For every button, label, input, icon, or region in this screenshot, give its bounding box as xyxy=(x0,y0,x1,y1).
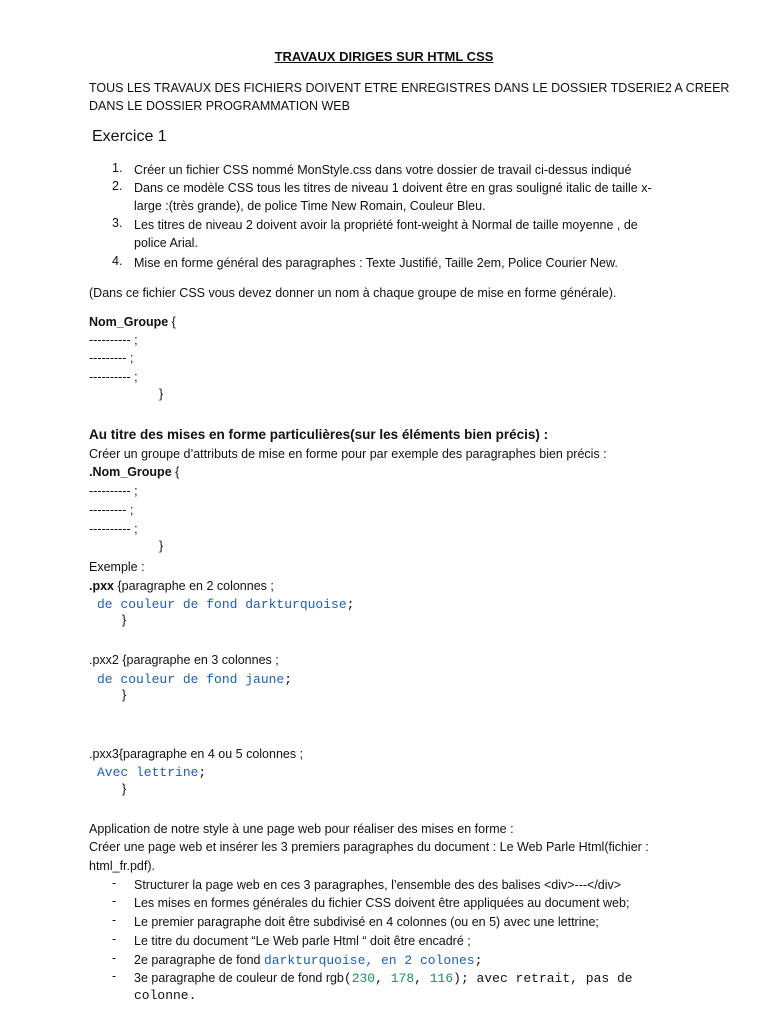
group-name: .Nom_Groupe xyxy=(89,465,172,479)
section-text: Créer un groupe d’attributs de mise en forme pour par exemple des paragraphes bien précis : xyxy=(89,447,607,461)
close-brace: } xyxy=(122,782,127,796)
close-brace: } xyxy=(159,387,164,401)
placeholder-row: --------- ; xyxy=(89,351,134,365)
placeholder-row: ---------- ; xyxy=(89,333,138,347)
pxx3-declaration: .pxx3{paragraphe en 4 ou 5 colonnes ; xyxy=(89,747,304,761)
intro-line-2: DANS LE DOSSIER PROGRAMMATION WEB xyxy=(89,99,350,113)
bullet-text xyxy=(134,969,633,988)
class-description: {paragraphe en 2 colonnes ; xyxy=(114,579,274,593)
pxx2-declaration: .pxx2 {paragraphe en 3 colonnes ; xyxy=(89,653,279,667)
bullet-text: Structurer la page web en ces 3 paragraphes, l’ensemble des des balises <div>---</div> xyxy=(134,878,622,892)
bullet-dash: - xyxy=(112,932,117,946)
group-declaration xyxy=(89,463,179,481)
bullet-dash: - xyxy=(112,969,117,983)
page-title: TRAVAUX DIRIGES SUR HTML CSS xyxy=(274,49,494,64)
group-declaration xyxy=(89,313,176,331)
exercise-heading: Exercice 1 xyxy=(92,128,167,145)
item-number: 4. xyxy=(112,254,123,268)
bullet-text-continued: colonne. xyxy=(134,988,197,1003)
semicolon: ; xyxy=(198,765,207,780)
rgb-value: 178 xyxy=(390,971,415,986)
placeholder-row: ---------- ; xyxy=(89,370,138,384)
item-number: 1. xyxy=(112,161,123,175)
pxx3-code xyxy=(97,765,206,780)
open-brace: { xyxy=(171,465,180,479)
pxx2-code xyxy=(97,672,292,687)
code-text: darkturquoise, en 2 colones xyxy=(263,953,475,968)
group-name: Nom_Groupe xyxy=(89,315,169,329)
bullet-text: Les mises en formes générales du fichier CSS doivent être appliquées au document web; xyxy=(134,896,630,910)
bullet-plain: 2e paragraphe de fond xyxy=(134,953,264,967)
code-text: de couleur de fond darkturquoise xyxy=(97,597,347,612)
placeholder-row: ---------- ; xyxy=(89,522,138,536)
application-line-3: html_fr.pdf). xyxy=(89,859,155,873)
item-text: Dans ce modèle CSS tous les titres de niveau 1 doivent être en gras souligné italic de taille x- xyxy=(134,181,652,195)
close-brace: } xyxy=(122,613,127,627)
intro-line-1: TOUS LES TRAVAUX DES FICHIERS DOIVENT ETRE ENREGISTRES DANS LE DOSSIER TDSERIE2 A CREER xyxy=(89,81,730,95)
bullet-text xyxy=(134,951,482,970)
note-text: (Dans ce fichier CSS vous devez donner un nom à chaque groupe de mise en forme générale). xyxy=(89,286,617,300)
code-text: de couleur de fond jaune xyxy=(97,672,285,687)
bullet-text: Le titre du document “Le Web parle Html “ doit être encadré ; xyxy=(134,934,471,948)
bullet-dash: - xyxy=(112,951,117,965)
bullet-dash: - xyxy=(112,876,117,890)
application-line-2: Créer une page web et insérer les 3 premiers paragraphes du document : Le Web Parle Html(fichier : xyxy=(89,840,649,854)
semicolon: ; xyxy=(346,597,355,612)
separator: , xyxy=(375,971,391,986)
code-rest: ); avec retrait, pas de xyxy=(453,971,633,986)
class-name: .pxx xyxy=(89,579,115,593)
pxx-declaration xyxy=(89,577,274,595)
close-brace: } xyxy=(122,688,127,702)
bullet-plain: 3e paragraphe de couleur de fond rgb xyxy=(134,971,344,985)
item-number: 2. xyxy=(112,179,123,193)
item-text: police Arial. xyxy=(134,236,198,250)
close-brace: } xyxy=(159,539,164,553)
section-subheading: Au titre des mises en forme particulières(sur les éléments bien précis) : xyxy=(89,427,549,442)
separator: , xyxy=(414,971,430,986)
paren-open: ( xyxy=(343,971,352,986)
code-text: Avec lettrine xyxy=(97,765,199,780)
open-brace: { xyxy=(168,315,176,329)
application-line-1: Application de notre style à une page web pour réaliser des mises en forme : xyxy=(89,822,514,836)
semicolon: ; xyxy=(284,672,293,687)
item-number: 3. xyxy=(112,216,123,230)
item-text: Créer un fichier CSS nommé MonStyle.css dans votre dossier de travail ci-dessus indiqué xyxy=(134,163,632,177)
placeholder-row: --------- ; xyxy=(89,503,134,517)
bullet-text: Le premier paragraphe doit être subdivisé en 4 colonnes (ou en 5) avec une lettrine; xyxy=(134,915,599,929)
item-text: Les titres de niveau 2 doivent avoir la propriété font-weight à Normal de taille moyenne , de xyxy=(134,218,638,232)
example-label: Exemple : xyxy=(89,560,145,574)
bullet-dash: - xyxy=(112,913,117,927)
item-text: large :(très grande), de police Time New Romain, Couleur Bleu. xyxy=(134,199,486,213)
rgb-value: 230 xyxy=(351,971,376,986)
pxx-code xyxy=(97,597,354,612)
item-text: Mise en forme général des paragraphes : Texte Justifié, Taille 2em, Police Courier New. xyxy=(134,256,618,270)
bullet-dash: - xyxy=(112,894,117,908)
rgb-value: 116 xyxy=(429,971,454,986)
semicolon: ; xyxy=(474,953,483,968)
placeholder-row: ---------- ; xyxy=(89,484,138,498)
